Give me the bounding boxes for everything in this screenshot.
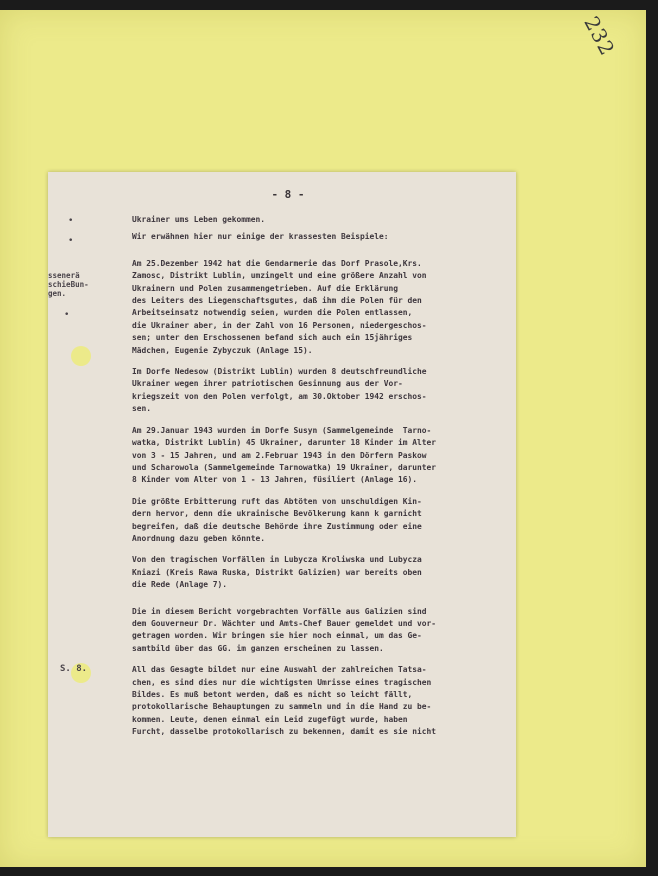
- archive-page-number: 232: [579, 12, 620, 60]
- typewritten-sheet: [48, 172, 516, 837]
- margin-dot: •: [68, 216, 74, 226]
- document-body: [132, 214, 512, 739]
- paragraph: Die in diesem Bericht vorgebrachten Vorfälle aus Galizien sind dem Gouverneur Dr. Wächter und Amts-Chef Bauer gemeldet und vor- getragen worden. Wir bringen sie hier noch einmal, um das Ge- samtbild über das GG. im ganzen erscheinen zu lassen.: [132, 606, 437, 653]
- paragraph: Am 25.Dezember 1942 hat die Gendarmerie das Dorf Prasole,Krs. Zamosc, Distrikt Lublin, umzingelt und eine größere Anzahl von Ukrainern und Polen zusammengetrieben. Auf die Erklärung des Leiters des Liegenschaftsgutes, daß ihm die Polen für den Arbeitseinsatz notwendig seien, wurden die Polen entlassen, die Ukrainer aber, in der Zahl von 16 Personen, niedergeschos- sen; unter den Erschossenen befand sich auch ein 15jähriges Mädchen, Eugenie Zybyczuk (Anlage 15).: [132, 258, 427, 355]
- yellow-archive-board: [0, 10, 646, 867]
- paragraph: Ukrainer ums Leben gekommen.: [132, 215, 266, 224]
- margin-dot: •: [64, 310, 70, 320]
- paragraph: Die größte Erbitterung ruft das Abtöten von unschuldigen Kin- dern hervor, denn die ukrainische Bevölkerung kann k garnicht begreifen, daß die deutsche Behörde ihre Zustimmung oder eine Anordnung dazu geben könnte.: [132, 496, 422, 543]
- paragraph: Am 29.Januar 1943 wurden im Dorfe Susyn (Sammelgemeinde Tarno- watka, Distrikt Lublin) 45 Ukrainer, darunter 18 Kinder im Alter von 3 - 15 Jahren, und am 2.Februar 1943 in den Dörfern Paskow und Scharowola (Sammelgemeinde Tarnowatka) 19 Ukrainer, darunter 8 Kinder vom Alter von 1 - 13 Jahren, füsiliert (Anlage 16).: [132, 425, 437, 485]
- paragraph: Im Dorfe Nedesow (Distrikt Lublin) wurden 8 deutschfreundliche Ukrainer wegen ihrer patriotischen Gesinnung aus der Vor- kriegszeit von den Polen verfolgt, am 30.Oktober 1942 erschos- sen.: [132, 367, 427, 414]
- page-number: - 8 -: [271, 188, 305, 201]
- punch-hole-upper: [71, 346, 91, 366]
- margin-dot: •: [68, 236, 74, 246]
- margin-note: ssenerä schieBun- gen.: [48, 271, 89, 298]
- paragraph: All das Gesagte bildet nur eine Auswahl der zahlreichen Tatsa- chen, es sind dies nur die wichtigsten Umrisse eines tragischen Bildes. Es muß betont werden, daß es nicht so leicht fällt, protokollarische Behauptungen zu sammeln und in die Hand zu be- kommen. Leute, denen einmal ein Leid zugefügt wurde, haben Furcht, dasselbe protokollarisch zu bekennen, damit es sie nicht: [132, 665, 437, 737]
- paragraph: Von den tragischen Vorfällen in Lubycza Kroliwska und Lubycza Kniazi (Kreis Rawa Ruska, Distrikt Galizien) war bereits oben die Rede (Anlage 7).: [132, 555, 422, 590]
- margin-note: S. 8.: [60, 664, 88, 674]
- paragraph: Wir erwähnen hier nur einige der krassesten Beispiele:: [132, 232, 389, 242]
